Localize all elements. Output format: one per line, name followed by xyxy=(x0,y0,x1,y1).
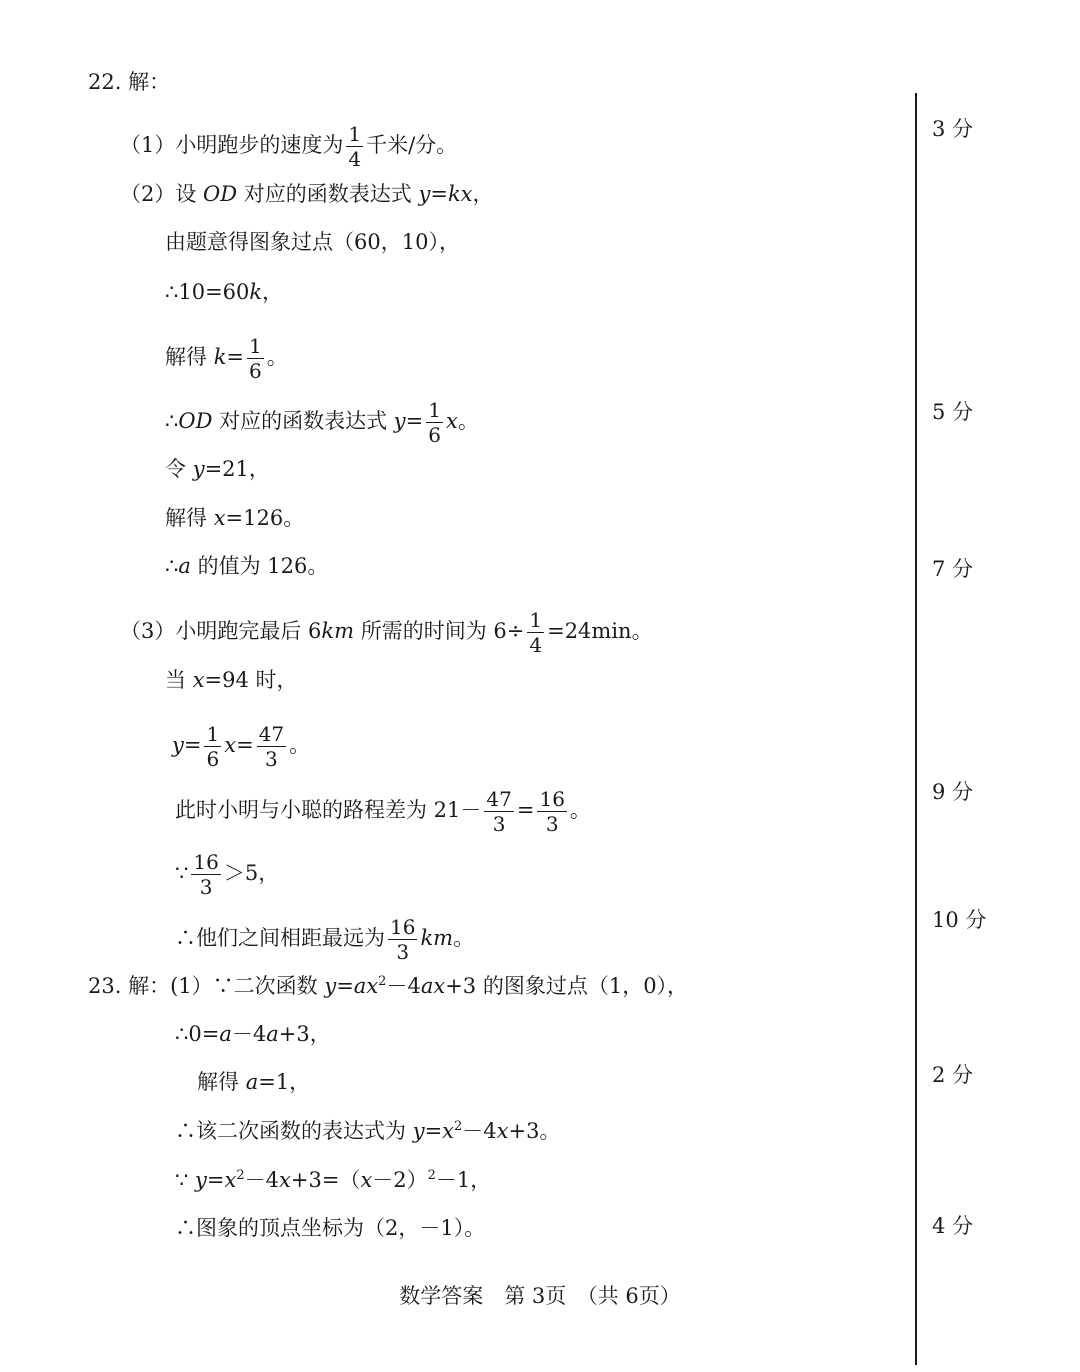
fraction: $\frac{1}{4}$ xyxy=(348,122,362,171)
p22-line-12: y= $\frac{1}{6}$ x= $\frac{47}{3}$ 。 xyxy=(172,722,311,771)
fraction: $\frac{1}{6}$ xyxy=(249,334,262,383)
p22-line-5: 解得 k= $\frac{1}{6}$ 。 xyxy=(165,334,288,383)
fraction: $\frac{16}{3}$ xyxy=(539,787,565,836)
fraction: $\frac{16}{3}$ xyxy=(390,915,416,964)
p22-line-13: 此时小明与小聪的路程差为 21－ $\frac{47}{3}$ = $\frac{16}{3}$ 。 xyxy=(175,787,591,836)
p23-line-3: 解得 a=1， xyxy=(197,1070,311,1094)
p22-line-8: 解得 x=126。 xyxy=(165,506,305,530)
p22-line-6: ∴OD 对应的函数表达式 y= $\frac{1}{6}$ x。 xyxy=(165,398,479,447)
p23-line-4: ∴该二次函数的表达式为 $y=x^2-4x+3$。 xyxy=(175,1119,561,1143)
p22-line-4: ∴10=60k， xyxy=(165,280,284,304)
score-4: 4 分 xyxy=(932,1214,974,1238)
fraction: $\frac{1}{6}$ xyxy=(206,722,220,771)
p23-line-1: 23. 解：(1）∵二次函数 $y=ax^2-4ax+3$ 的图象过点（1，0）， xyxy=(88,974,689,998)
fraction: $\frac{16}{3}$ xyxy=(193,850,219,899)
margin-rule xyxy=(915,93,917,1365)
p22-line-11: 当 x=94 时， xyxy=(165,668,298,692)
p22-line-1: （1）小明跑步的速度为 $\frac{1}{4}$ 千米/分。 xyxy=(120,122,458,171)
p22-line-9: ∴a 的值为 126。 xyxy=(165,554,329,578)
score-10: 10 分 xyxy=(932,908,987,932)
score-5: 5 分 xyxy=(932,400,974,424)
fraction: $\frac{1}{4}$ xyxy=(529,608,543,657)
p23-line-5: ∵ $y=x^2-4x+3=(x-2)^2-1$， xyxy=(175,1168,492,1192)
fraction: $\frac{47}{3}$ xyxy=(486,787,512,836)
fraction: $\frac{47}{3}$ xyxy=(258,722,285,771)
p23-line-2: ∴0=a－4a+3， xyxy=(175,1022,331,1046)
page-footer: 数学答案 第 3页 （共 6页） xyxy=(399,1284,681,1308)
p22-line-14: ∵ $\frac{16}{3}$ ＞5， xyxy=(175,850,280,899)
p22-line-15: ∴他们之间相距最远为 $\frac{16}{3}$ km。 xyxy=(175,915,475,964)
problem-22-header: 22. 解： xyxy=(88,70,171,94)
p22-line-10: （3）小明跑完最后 6km 所需的时间为 6÷ $\frac{1}{4}$ =24min。 xyxy=(120,608,653,657)
score-3: 3 分 xyxy=(932,117,974,141)
p22-line-2: （2）设 OD 对应的函数表达式 y=kx， xyxy=(120,182,494,206)
p22-line-3: 由题意得图象过点（60，10）， xyxy=(165,230,460,254)
score-2: 2 分 xyxy=(932,1063,974,1087)
score-9: 9 分 xyxy=(932,780,974,804)
fraction: $\frac{1}{6}$ xyxy=(428,398,442,447)
score-7: 7 分 xyxy=(932,557,974,581)
p23-line-6: ∴图象的顶点坐标为（2，－1）。 xyxy=(175,1216,486,1240)
p22-line-7: 令 y=21， xyxy=(165,457,270,481)
